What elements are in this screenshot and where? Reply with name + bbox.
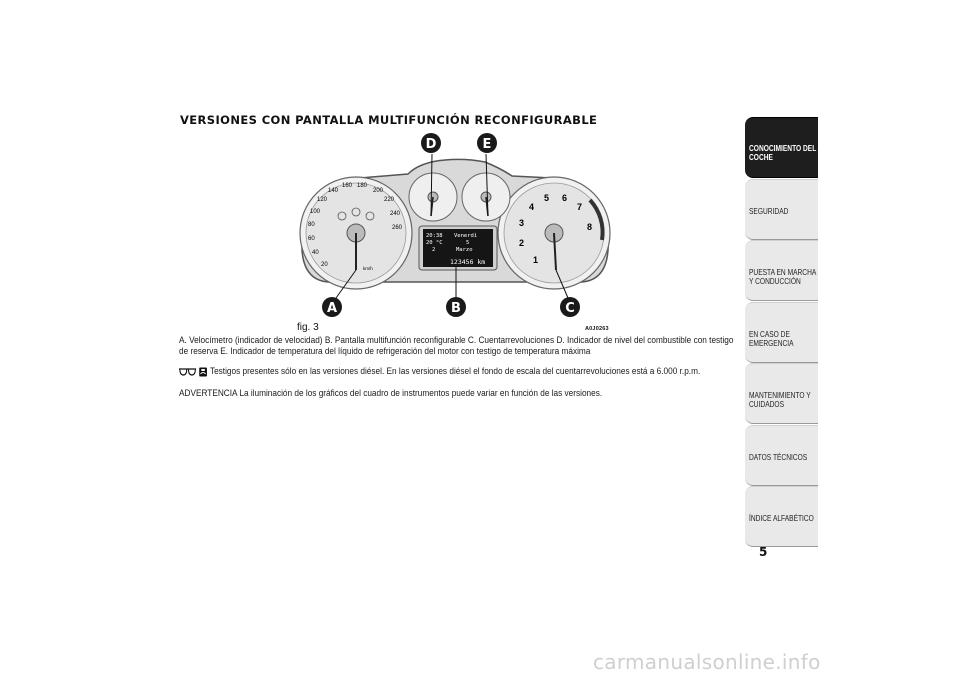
speedo-tick: 220 [384,197,395,203]
coolant-temp-gauge [462,173,510,221]
speedo-tick: 160 [342,183,353,189]
section-heading: VERSIONES CON PANTALLA MULTIFUNCIÓN RECONFIGURABLE [180,113,598,127]
figure-code: A0J0263 [585,326,609,332]
tab-indice-alfabetico[interactable]: ÍNDICE ALFABÉTICO [745,486,818,547]
tachometer-gauge [498,177,610,289]
speedo-tick: 140 [328,188,339,194]
tab-en-caso-de-emergencia[interactable]: EN CASO DE EMERGENCIA [745,302,818,363]
multifunction-display [419,226,497,270]
fuel-gauge [409,173,457,221]
glow-plug-icon [179,367,196,376]
figure-caption: A. Velocímetro (indicador de velocidad) B. Pantalla multifunción reconfigurable C. Cuentarrevoluciones D. Indicador de nivel del combustible con testigo de reserva E. Indicador de temperatura del líquido de refrigeración del motor con testigo de temperatura máxima [179,335,734,357]
tacho-tick: 4 [529,202,535,212]
tab-mantenimiento[interactable]: MANTENIMIENTO Y CUIDADOS [745,363,818,424]
display-time: 20:38 [426,233,443,239]
svg-text:E: E [482,137,492,152]
tab-datos-tecnicos[interactable]: DATOS TÉCNICOS [745,425,818,486]
tacho-tick: 1 [533,255,539,265]
instrument-cluster-figure [290,130,620,328]
callout-c [560,297,580,317]
tacho-tick: 5 [544,193,550,203]
speedo-tick: 100 [310,209,321,215]
speedo-tick: 120 [317,197,328,203]
speedo-tick: 260 [392,225,403,231]
chapter-tabs [745,117,818,548]
tab-conocimiento-del-coche[interactable]: CONOCIMIENTO DEL COCHE [745,117,818,178]
tacho-tick: 3 [519,218,525,228]
tacho-tick: 8 [587,222,593,232]
speedo-tick: 180 [357,183,368,189]
display-date: 5 [466,240,470,246]
speedo-tick: 20 [321,262,328,268]
diesel-note [179,366,738,377]
callout-b [446,297,466,317]
figure-label: fig. 3 [297,322,319,333]
speedo-tick: 200 [373,188,384,194]
speedo-tick: 80 [308,222,315,228]
svg-text:A: A [326,301,338,316]
svg-text:D: D [425,137,437,152]
note-icons [179,367,207,377]
display-temperature: 20 °C [426,240,443,246]
speedo-tick: 60 [308,236,315,242]
svg-text:C: C [565,301,575,316]
speedo-unit: km/h [363,266,373,271]
water-in-fuel-icon [199,367,208,377]
note-text: Testigos presentes sólo en las versiones diésel. En las versiones diésel el fondo de escala del cuentarrevoluciones está a 6.000 r.p.m. [209,366,701,377]
callout-d [421,133,441,153]
tacho-tick: 6 [562,193,568,203]
tacho-tick: 2 [519,238,525,248]
warning-text: ADVERTENCIA La iluminación de los gráficos del cuadro de instrumentos puede variar en función de las versiones. [179,388,603,399]
speedometer-gauge [300,177,412,289]
speedo-tick: 240 [390,211,401,217]
display-gear: 2 [432,247,436,253]
watermark: carmanualsonline.info [593,650,821,674]
callout-a [322,297,342,317]
tab-seguridad[interactable]: SEGURIDAD [745,179,818,240]
callout-e [477,133,497,153]
tab-puesta-en-marcha[interactable]: PUESTA EN MARCHA Y CONDUCCIÓN [745,240,818,301]
display-month: Marzo [456,247,473,253]
speedo-tick: 40 [312,250,319,256]
tacho-tick: 7 [577,202,583,212]
svg-text:B: B [451,301,461,316]
display-odometer: 123456 km [450,258,486,266]
display-day: Venerdì [454,233,478,239]
page-number: 5 [759,545,768,559]
